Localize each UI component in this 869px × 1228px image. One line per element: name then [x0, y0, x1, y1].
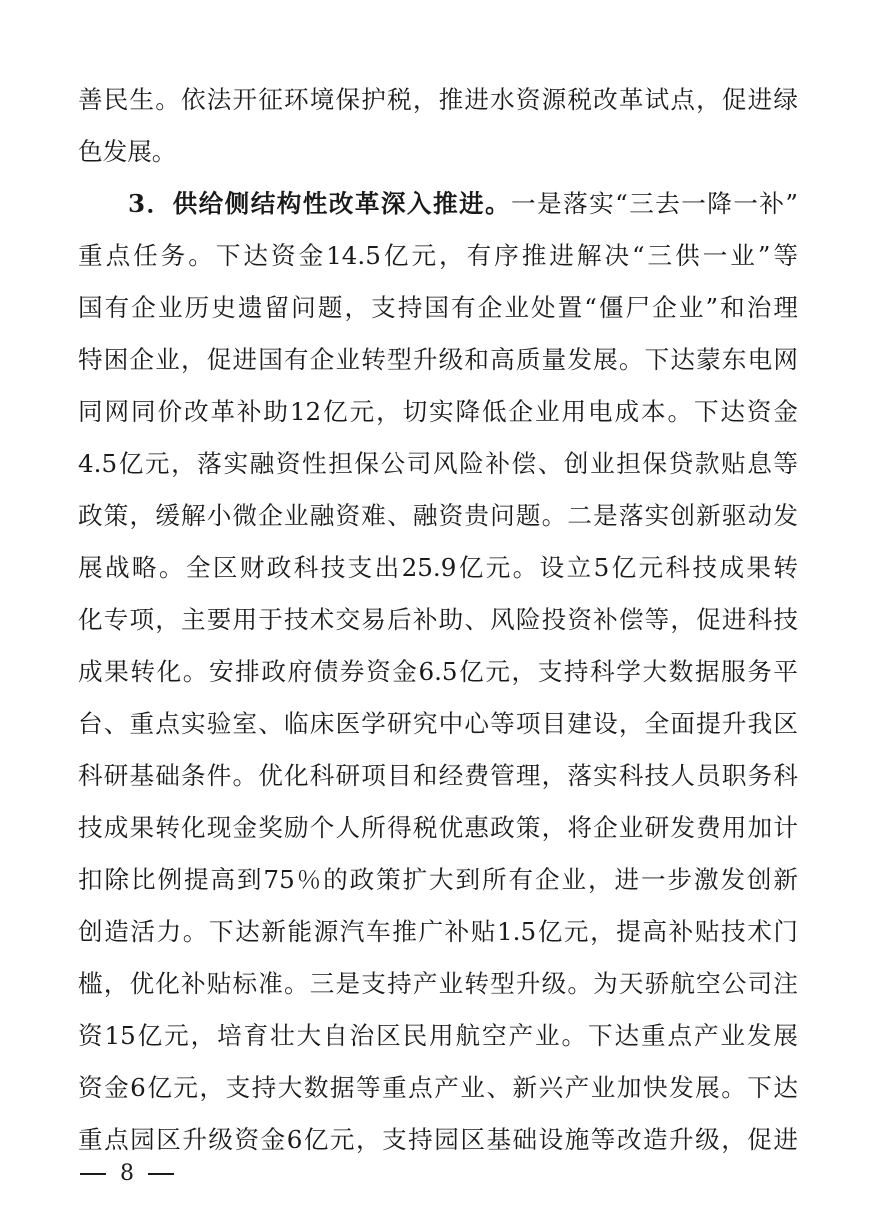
text-line: 政策，缓解小微企业融资难、融资贵问题。二是落实创新驱动发: [78, 501, 798, 530]
text-line: 善民生。依法开征环境保护税，推进水资源税改革试点，促进绿: [78, 85, 798, 114]
text-line: 色发展。: [78, 137, 177, 166]
section-heading: 3．供给侧结构性改革深入推进。: [128, 189, 512, 218]
footer-dash-right: [148, 1173, 174, 1175]
page-number: 8: [120, 1161, 134, 1186]
text-line: 扣除比例提高到75％的政策扩大到所有企业，进一步激发创新: [78, 865, 798, 894]
text-line: 槛，优化补贴标准。三是支持产业转型升级。为天骄航空公司注: [78, 969, 798, 998]
text-line: 科研基础条件。优化科研项目和经费管理，落实科技人员职务科: [78, 761, 798, 790]
text-line: 创造活力。下达新能源汽车推广补贴1.5亿元，提高补贴技术门: [78, 917, 798, 946]
footer-dash-left: [80, 1173, 106, 1175]
text-line: 特困企业，促进国有企业转型升级和高质量发展。下达蒙东电网: [78, 345, 798, 374]
text-line: 同网同价改革补助12亿元，切实降低企业用电成本。下达资金: [78, 397, 798, 426]
text-line: 化专项，主要用于技术交易后补助、风险投资补偿等，促进科技: [78, 605, 798, 634]
text-line: 重点园区升级资金6亿元，支持园区基础设施等改造升级，促进: [78, 1125, 798, 1154]
text-line: 4.5亿元，落实融资性担保公司风险补偿、创业担保贷款贴息等: [78, 449, 798, 478]
text-line: 成果转化。安排政府债券资金6.5亿元，支持科学大数据服务平: [78, 657, 798, 686]
section-heading-line: [128, 178, 798, 230]
text-line: 展战略。全区财政科技支出25.9亿元。设立5亿元科技成果转: [78, 553, 798, 582]
text-line: 台、重点实验室、临床医学研究中心等项目建设，全面提升我区: [78, 709, 798, 738]
text-span: 一是落实“三去一降一补”: [511, 189, 798, 218]
text-line: 资金6亿元，支持大数据等重点产业、新兴产业加快发展。下达: [78, 1073, 798, 1102]
text-line: 技成果转化现金奖励个人所得税优惠政策，将企业研发费用加计: [78, 813, 798, 842]
text-line: 重点任务。下达资金14.5亿元，有序推进解决“三供一业”等: [78, 241, 798, 270]
text-line: 国有企业历史遗留问题，支持国有企业处置“僵尸企业”和治理: [78, 293, 798, 322]
text-line: 资15亿元，培育壮大自治区民用航空产业。下达重点产业发展: [78, 1021, 798, 1050]
page-footer: [80, 1154, 174, 1194]
